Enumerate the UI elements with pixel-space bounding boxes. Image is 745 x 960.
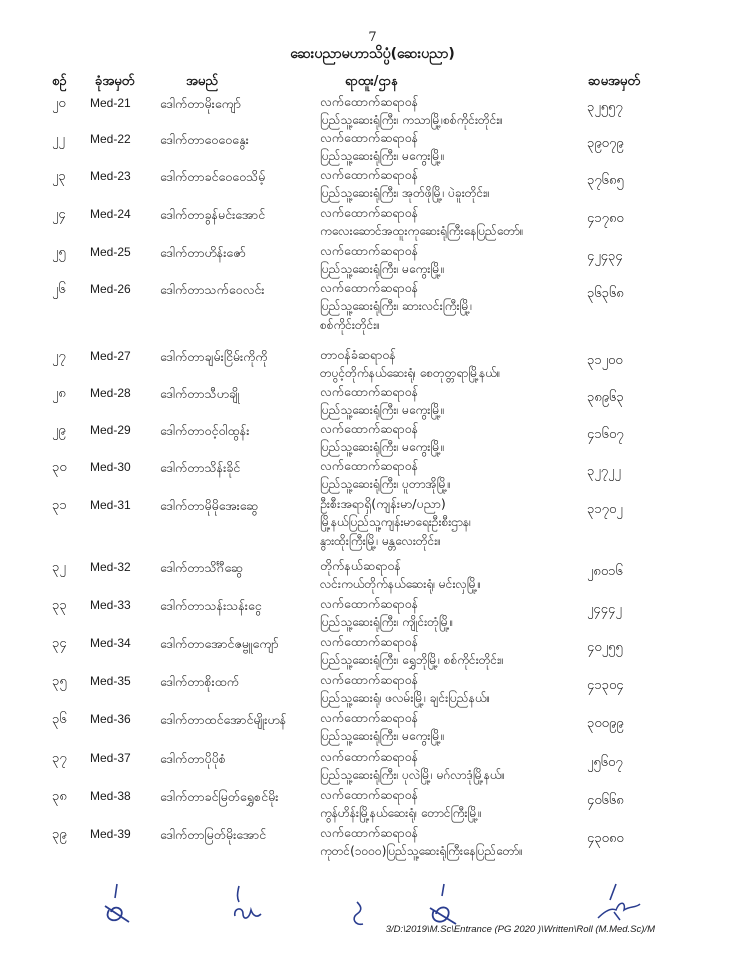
serial-number: ၃၉ [52, 827, 67, 842]
id-number: ၂၅၆၀၇ [587, 755, 623, 770]
roll-number: Med-24 [90, 207, 131, 221]
candidate-name: ဒေါက်တာဝေဝေနွေး [160, 132, 249, 147]
header-rank-department: ရာထူး/ဌာန [345, 74, 398, 89]
serial-number: ၃၀ [52, 460, 67, 475]
serial-number: ၂၉ [52, 423, 66, 438]
rank-title: လက်ထောက်ဆရာဝန် [320, 167, 419, 182]
serial-number: ၂၀ [52, 96, 66, 111]
serial-number: ၃၅ [52, 674, 67, 689]
id-number: ၄၁၇၈၀ [587, 211, 624, 226]
rank-title: လက်ထောက်ဆရာဝန် [320, 384, 419, 399]
candidate-name: ဒေါက်တာချမ်းငြိမ်းကိုကို [160, 349, 268, 364]
workplace-line: ပြည်သူ့ဆေးရုံကြီး၊ မကွေးမြို့။ [320, 729, 445, 743]
candidate-name: ဒေါက်တာခင်ဝေဝေသိမ့် [160, 169, 266, 184]
id-number: ၄၃၀၈၀ [587, 831, 624, 846]
roll-number: Med-22 [90, 132, 131, 146]
roll-number: Med-23 [90, 169, 131, 183]
rank-title: လက်ထောက်ဆရာဝန် [320, 787, 419, 802]
roll-number: Med-21 [90, 96, 131, 110]
rank-title: လက်ထောက်ဆရာဝန် [320, 634, 419, 649]
workplace-line: ပြည်သူ့ဆေးရုံ၊ ဖလမ်းမြို့၊ ချင်းပြည်နယ်။ [320, 691, 491, 705]
workplace-line: ကလေးဆောင်အထူးကုဆေးရုံကြီးနေပြည်တော်။ [320, 224, 524, 238]
candidate-name: ဒေါက်တာစိုးထက် [160, 674, 240, 689]
candidate-name: ဒေါက်တာခင်မြတ်ရွှေစင်မိုး [160, 789, 279, 804]
candidate-name: ဒေါက်တာဝင့်ဝါထွန်း [160, 423, 250, 438]
roll-number: Med-30 [90, 460, 131, 474]
id-number: ၃၂၇၂၂ [587, 464, 621, 479]
id-number: ၃၈၉၆၃ [587, 390, 624, 405]
rank-title: လက်ထောက်ဆရာဝန် [320, 596, 419, 611]
serial-number: ၂၇ [52, 349, 66, 364]
candidate-name: ဒေါက်တာသိန်းခိုင် [160, 460, 241, 475]
roll-number: Med-34 [90, 636, 131, 650]
roll-number: Med-32 [90, 560, 131, 574]
workplace-line: ပြည်သူ့ဆေးရုံကြီး၊ အုတ်ဖိုမြို့၊ ပဲခူးတိုင်း။ [320, 186, 490, 200]
roll-number: Med-26 [90, 282, 131, 296]
roll-number: Med-38 [90, 789, 131, 803]
roll-number: Med-31 [90, 498, 131, 512]
workplace-line: ပြည်သူ့ဆေးရုံကြီး၊ ကသာမြို့၊စစ်ကိုင်းတိုင်း။ [320, 113, 504, 127]
rank-title: လက်ထောက်ဆရာဝန် [320, 205, 419, 220]
roll-number: Med-27 [90, 349, 131, 363]
rank-title: တာဝန်ခံဆရာဝန် [320, 347, 396, 362]
header-roll-number: ခုံအမှတ် [95, 74, 135, 89]
candidate-name: ဒေါက်တာအောင်ဇမ္ဗူကျော် [160, 636, 279, 651]
id-number: ၃၁၂၀၀ [587, 353, 623, 368]
id-number: ၂၈၀၁၆ [587, 564, 623, 579]
rank-title: လက်ထောက်ဆရာဝန် [320, 280, 419, 295]
page-number: 7 [368, 30, 377, 45]
id-number: ၄၁၃၀၄ [587, 678, 624, 693]
workplace-line: နွားထိုးကြီးမြို့၊ မန္တလေးတိုင်း။ [320, 534, 441, 548]
workplace-line: ပြည်သူ့ဆေးရုံကြီး၊ ပုလဲမြို့၊ မဂ်လာဒုံမြို့နယ်။ [320, 768, 506, 782]
id-number: ၃၇၆၈၅ [587, 173, 624, 188]
workplace-line: ပြည်သူ့ဆေးရုံကြီး၊ ရွှေဘိုမြို့၊ စစ်ကိုင်းတိုင်း။ [320, 653, 504, 667]
candidate-name: ဒေါက်တာသက်ဝေလင်း [160, 282, 265, 297]
serial-number: ၂၄ [52, 207, 66, 222]
workplace-line: မြို့နယ်ပြည်သူ့ကျန်းမာရေးဦးစီးဌာန၊ [320, 515, 471, 529]
signature-3 [335, 880, 385, 935]
serial-number: ၃၄ [52, 636, 67, 651]
header-name: အမည် [186, 74, 218, 89]
signature-1 [95, 880, 145, 930]
header-id-number: ဆမအမှတ် [588, 74, 641, 89]
rank-title: တိုက်နယ်ဆရာဝန် [320, 558, 401, 573]
roll-number: Med-39 [90, 827, 131, 841]
serial-number: ၂၃ [52, 169, 66, 184]
workplace-line: ပြည်သူ့ဆေးရုံကြီး၊ မကွေးမြို့။ [320, 403, 445, 417]
candidate-name: ဒေါက်တာသန်းသန်းငွေ [160, 598, 262, 613]
workplace-line: ပြည်သူ့ဆေးရုံကြီး၊ ဆားလင်းကြီးမြို့၊ [320, 299, 473, 313]
id-number: ၃၆၃၆၈ [587, 286, 624, 301]
id-number: ၄၂၄၃၄ [587, 249, 623, 264]
rank-title: လက်ထောက်ဆရာဝန် [320, 710, 419, 725]
workplace-line: ပြည်သူ့ဆေးရုံကြီး၊ ကျိုင်းတုံမြို့။ [320, 615, 454, 629]
serial-number: ၃၈ [52, 789, 67, 804]
roll-number: Med-33 [90, 598, 131, 612]
roll-number: Med-25 [90, 245, 131, 259]
rank-title: ဦးစီးအရာရှိ(ကျန်းမာ/ပညာ) [320, 496, 446, 511]
rank-title: လက်ထောက်ဆရာဝန် [320, 421, 419, 436]
rank-title: လက်ထောက်ဆရာဝန် [320, 130, 419, 145]
workplace-line: ပြည်သူ့ဆေးရုံကြီး၊ မကွေးမြို့။ [320, 440, 445, 454]
workplace-line: လင်းကယ်တိုက်နယ်ဆေးရုံ၊ မင်းလှမြို့။ [320, 577, 482, 591]
candidate-name: ဒေါက်တာပိုပိုစံ [160, 751, 226, 766]
workplace-line: တပွင့်တိုက်နယ်ဆေးရုံ၊ စေတုတ္တရာမြို့နယ်။ [320, 366, 501, 380]
id-number: ၃၉၀၇၉ [587, 136, 624, 151]
serial-number: ၃၃ [52, 598, 67, 613]
rank-title: လက်ထောက်ဆရာဝန် [320, 458, 419, 473]
rank-title: လက်ထောက်ဆရာဝန် [320, 243, 419, 258]
rank-title: လက်ထောက်ဆရာဝန် [320, 94, 419, 109]
workplace-line: ပြည်သူ့ဆေးရုံကြီး၊ မကွေးမြို့။ [320, 149, 445, 163]
workplace-line: ပြည်သူ့ဆေးရုံကြီး၊ မကွေးမြို့။ [320, 262, 445, 276]
serial-number: ၂၆ [52, 282, 66, 297]
candidate-name: ဒေါက်တာခွန်မင်းအောင် [160, 207, 266, 222]
roll-number: Med-28 [90, 386, 131, 400]
serial-number: ၂၂ [52, 132, 65, 147]
serial-number: ၃၆ [52, 712, 67, 727]
workplace-line: ပြည်သူ့ဆေးရုံကြီး၊ ပူတာအိုမြို့။ [320, 477, 451, 491]
serial-number: ၂၈ [52, 386, 66, 401]
rank-title: လက်ထောက်ဆရာဝန် [320, 672, 419, 687]
candidate-name: ဒေါက်တာသီဟချို [160, 386, 240, 401]
id-number: ၄၀၂၅၅ [587, 640, 623, 655]
roll-number: Med-37 [90, 751, 131, 765]
workplace-line: ကွန်ဟိန်းမြို့နယ်ဆေးရုံ၊ တောင်ကြီးမြို့။ [320, 806, 482, 820]
serial-number: ၃၂ [52, 560, 66, 575]
signature-5 [590, 880, 650, 930]
header-serial: စဉ် [52, 74, 67, 89]
id-number: ၃၂၅၅၇ [587, 100, 623, 115]
id-number: ၃၀၀၉၉ [587, 716, 624, 731]
file-path-footer: 3/D:\2019\M.Sc\Entrance (PG 2020 )\Written\Roll (M.Med.Sc)/M [385, 924, 655, 935]
candidate-name: ဒေါက်တာမြတ်မိုးအောင် [160, 827, 267, 842]
workplace-line: ကုတင်(၁၀၀၀)ပြည်သူ့ဆေးရုံကြီးနေပြည်တော်။ [320, 844, 523, 858]
candidate-name: ဒေါက်တာမိုမိုအေးဆွေ [160, 498, 259, 513]
serial-number: ၃၁ [52, 498, 67, 513]
roll-number: Med-35 [90, 674, 131, 688]
candidate-name: ဒေါက်တာမိုးကျော် [160, 96, 241, 111]
candidate-name: ဒေါက်တာသိင်္ဂီဆွေ [160, 560, 243, 575]
id-number: ၄၀၆၆၈ [587, 793, 624, 808]
workplace-line: စစ်ကိုင်းတိုင်း။ [320, 318, 380, 332]
candidate-name: ဒေါက်တာထင်အောင်မျိုးဟန် [160, 712, 287, 727]
id-number: ၂၄၄၄၂ [587, 602, 622, 617]
serial-number: ၃၇ [52, 751, 67, 766]
rank-title: လက်ထောက်ဆရာဝန် [320, 825, 419, 840]
roll-number: Med-36 [90, 712, 131, 726]
signature-2 [225, 880, 275, 930]
id-number: ၃၁၇၀၂ [587, 502, 623, 517]
rank-title: လက်ထောက်ဆရာဝန် [320, 749, 419, 764]
id-number: ၄၁၆၀၇ [587, 427, 624, 442]
roll-number: Med-29 [90, 423, 131, 437]
candidate-name: ဒေါက်တာဟိန်းဇော် [160, 245, 246, 260]
serial-number: ၂၅ [52, 245, 66, 260]
document-title: ဆေးပညာမဟာသိပ္ပံ(ဆေးပညာ) [290, 46, 455, 62]
